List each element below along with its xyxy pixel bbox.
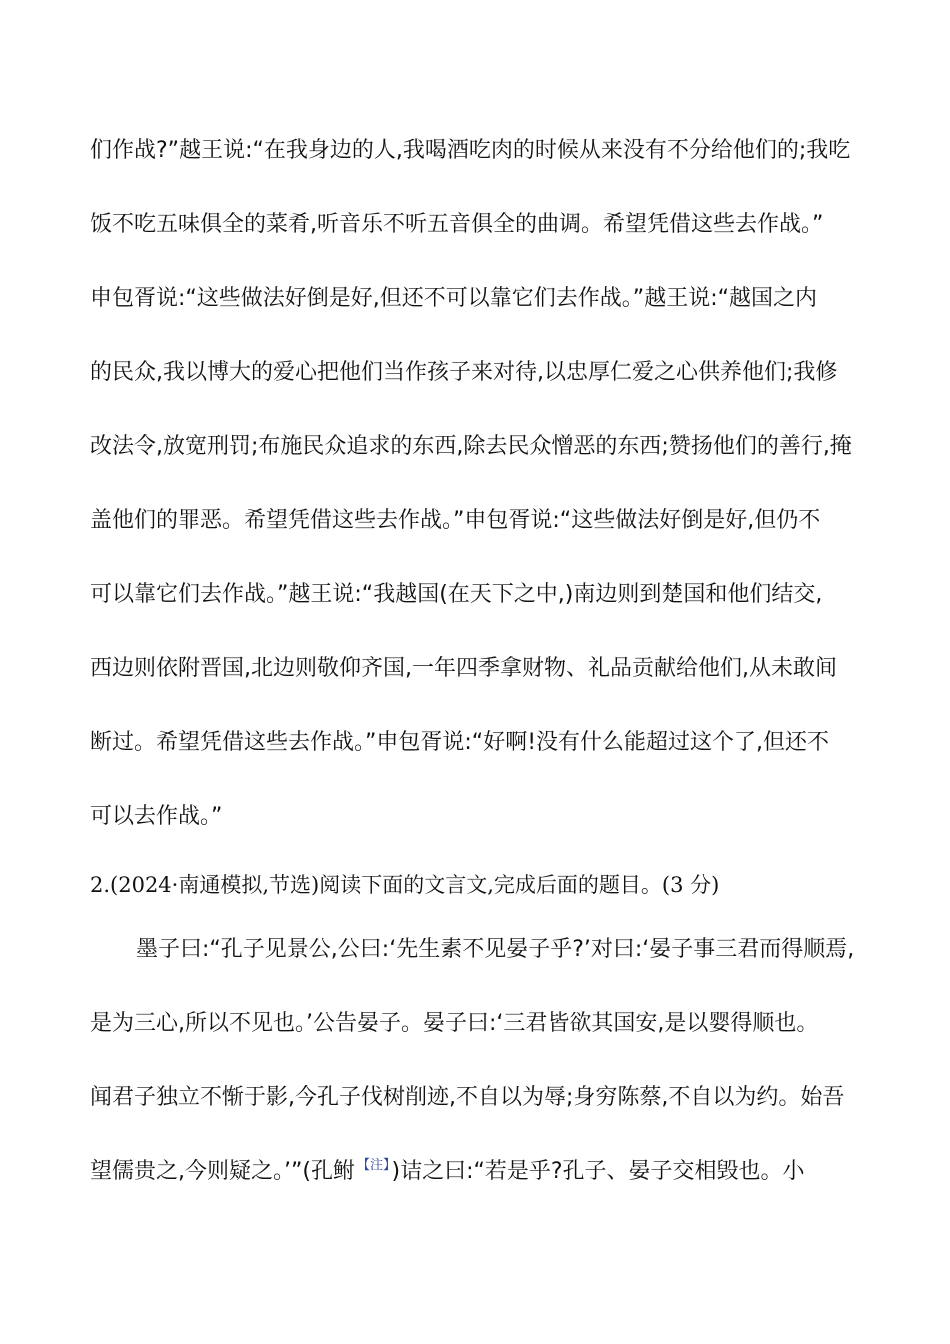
translation-line-6: 盖他们的罪恶。希望凭借这些去作战。”申包胥说:“这些做法好倒是好,但仍不: [90, 508, 821, 533]
translation-line-8: 西边则依附晋国,北边则敬仰齐国,一年四季拿财物、礼品贡献给他们,从未敢间: [90, 656, 837, 681]
translation-line-4: 的民众,我以博大的爱心把他们当作孩子来对待,以忠厚仁爱之心供养他们;我修: [90, 360, 838, 385]
translation-line-3: 申包胥说:“这些做法好倒是好,但还不可以靠它们去作战。”越王说:“越国之内: [90, 286, 818, 311]
passage-line-4-text-after: )诘之曰:“若是乎?孔子、晏子交相毁也。小: [391, 1159, 805, 1184]
passage-line-3: 闻君子独立不惭于影,今孔子伐树削迹,不自以为辱;身穷陈蔡,不自以为约。始吾: [90, 1085, 845, 1110]
question-heading: 2.(2024·南通模拟,节选)阅读下面的文言文,完成后面的题目。(3 分): [90, 873, 720, 897]
translation-line-1: 们作战?”越王说:“在我身边的人,我喝酒吃肉的时候从来没有不分给他们的;我吃: [90, 138, 851, 163]
passage-line-4-text-before: 望儒贵之,今则疑之。’”(孔鲋: [90, 1159, 355, 1184]
translation-line-2: 饭不吃五味俱全的菜肴,听音乐不听五音俱全的曲调。希望凭借这些去作战。”: [90, 212, 824, 237]
translation-line-7: 可以靠它们去作战。”越王说:“我越国(在天下之中,)南边则到楚国和他们结交,: [90, 582, 823, 607]
translation-line-10: 可以去作战。”: [90, 804, 223, 829]
translation-line-5: 改法令,放宽刑罚;布施民众追求的东西,除去民众憎恶的东西;赞扬他们的善行,掩: [90, 434, 852, 459]
passage-line-4: [90, 1157, 860, 1190]
footnote-marker: 【注】: [356, 1158, 390, 1173]
passage-line-1: 墨子曰:“孔子见景公,公曰:‘先生素不见晏子乎?’对曰:‘晏子事三君而得顺焉,: [136, 937, 855, 962]
passage-line-2: 是为三心,所以不见也。’公告晏子。晏子曰:‘三君皆欲其国安,是以婴得顺也。: [90, 1011, 819, 1036]
translation-line-9: 断过。希望凭借这些去作战。”申包胥说:“好啊!没有什么能超过这个了,但还不: [90, 730, 830, 755]
